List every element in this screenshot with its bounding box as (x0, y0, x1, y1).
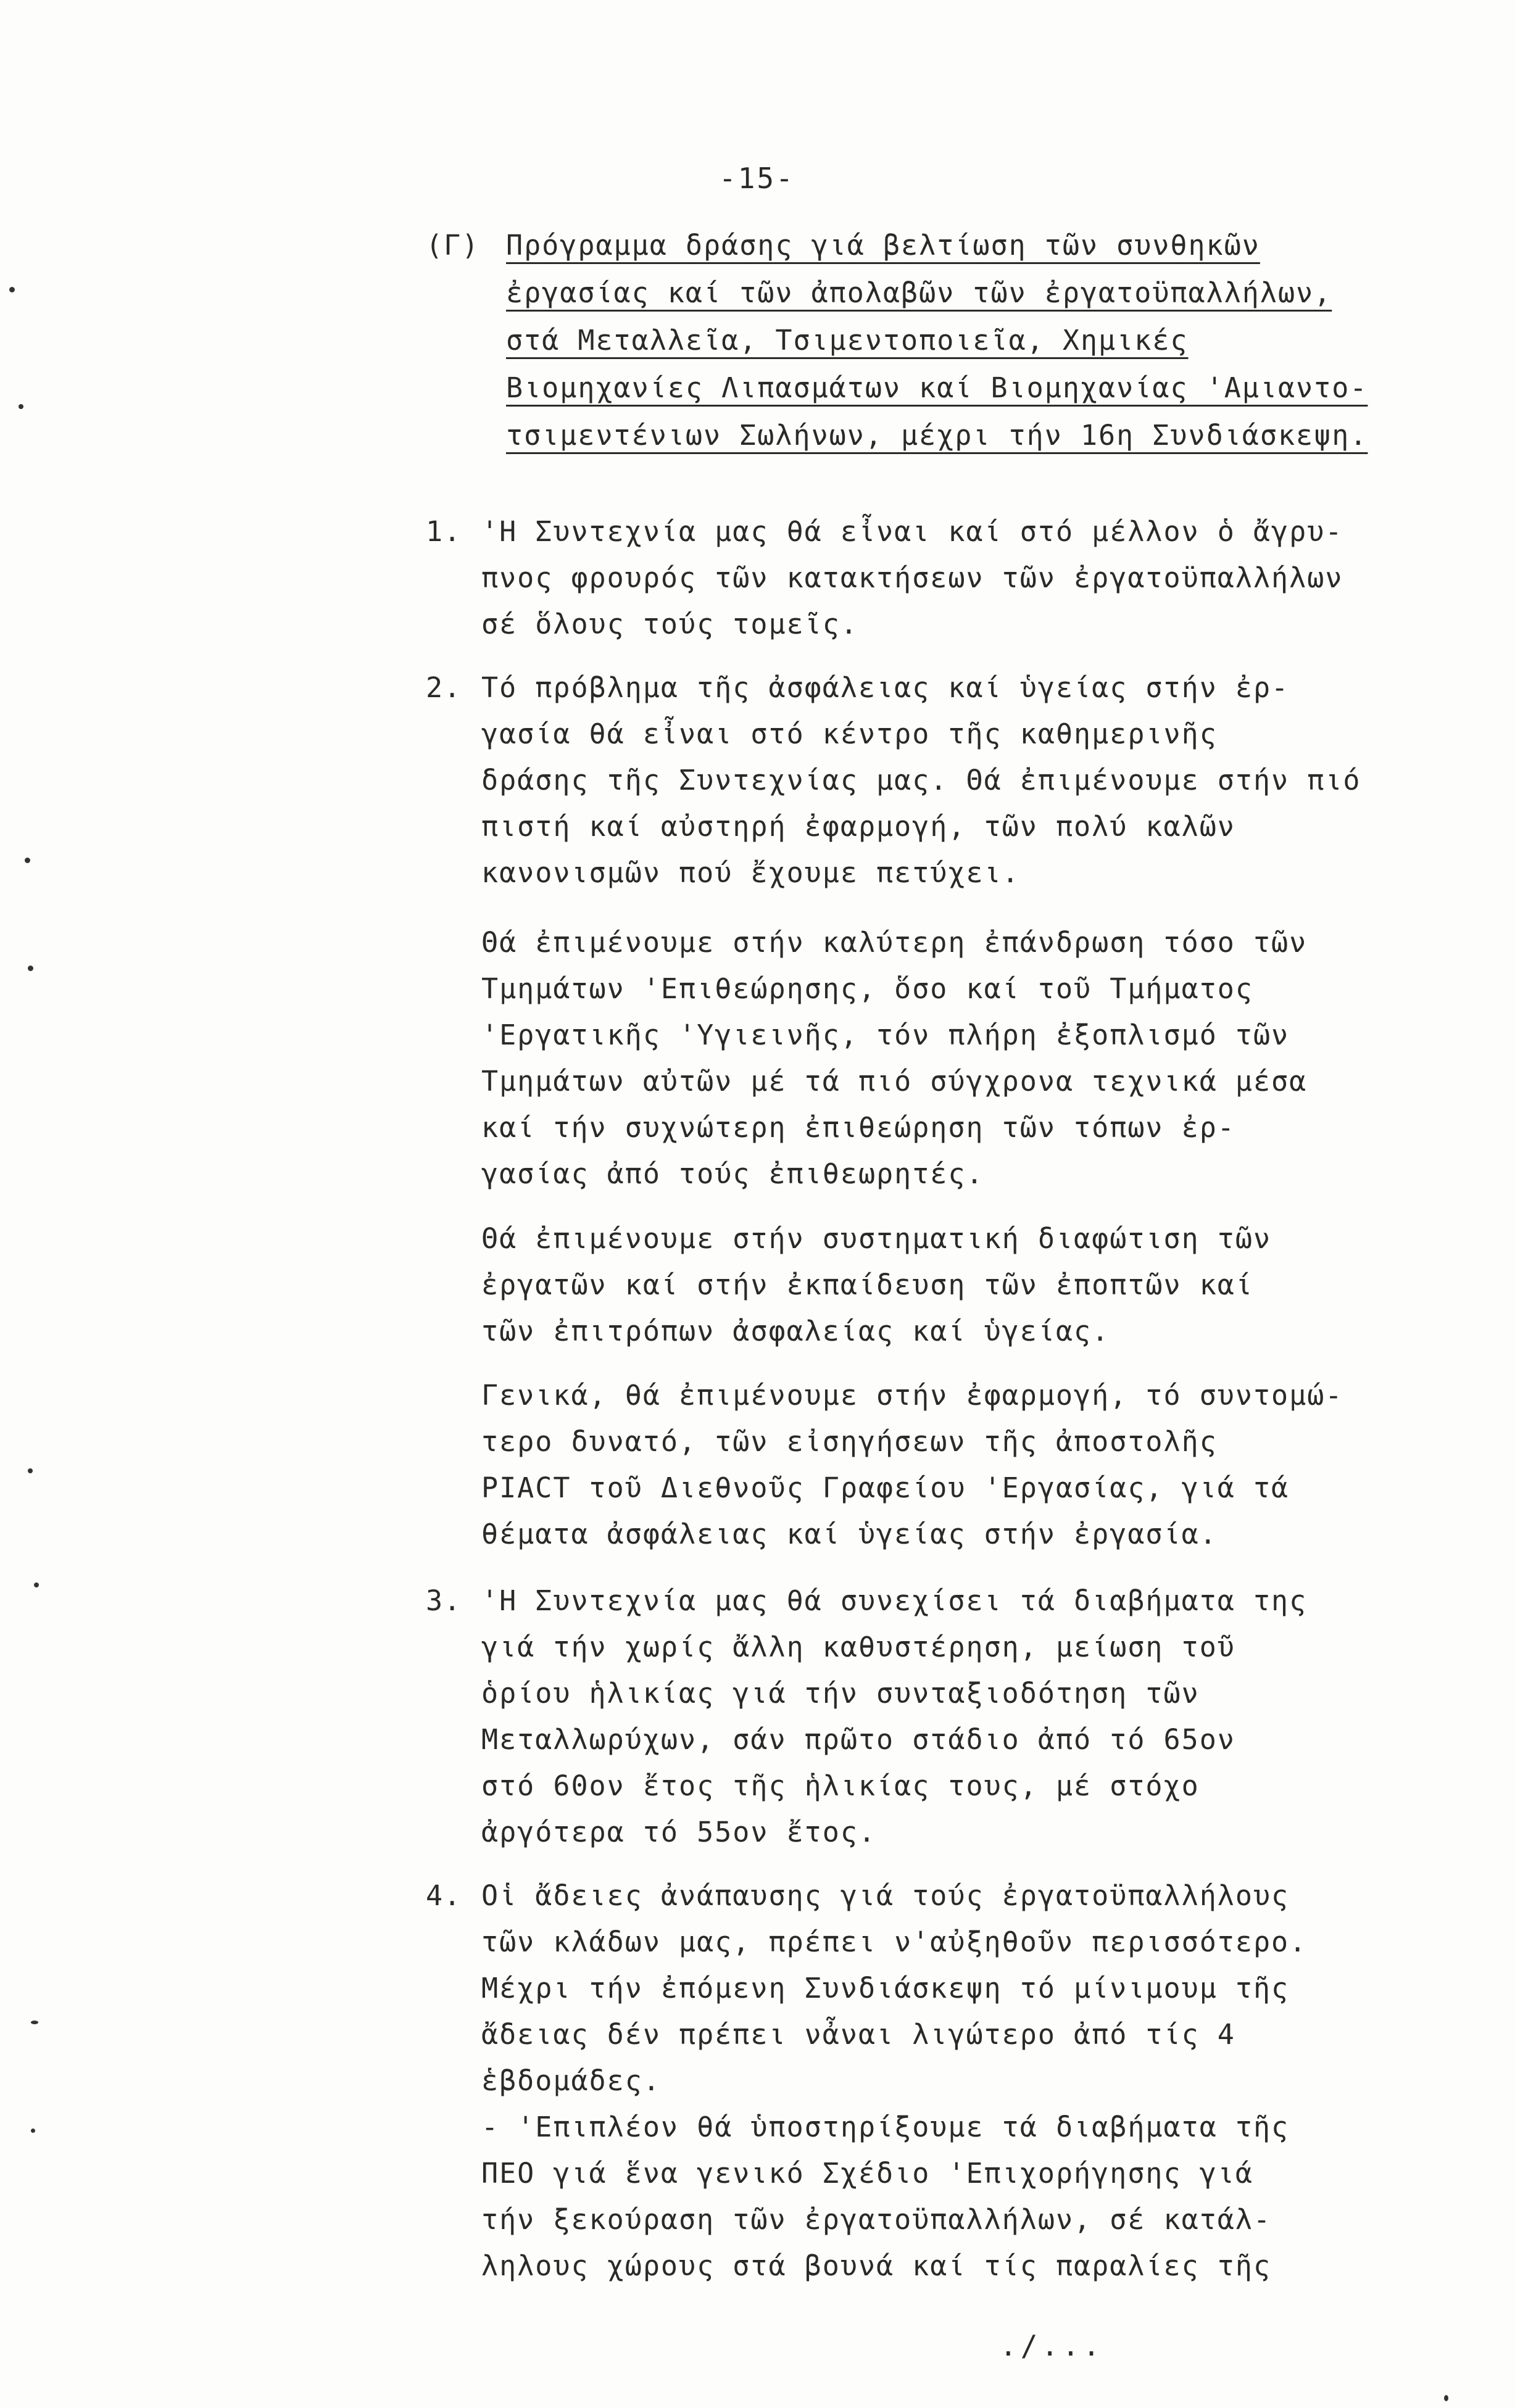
item-line: Μέχρι τήν ἐπόμενη Συνδιάσκεψη τό μίνιμουμ τῆς (481, 1972, 1290, 2005)
item-paragraph-line: θέματα ἀσφάλειας καί ὑγείας στήν ἐργασία. (481, 1518, 1218, 1550)
item-line: ληλους χώρους στά βουνά καί τίς παραλίες τῆς (481, 2249, 1272, 2282)
item-paragraph-line: τῶν ἐπιτρόπων ἀσφαλείας καί ὑγείας. (481, 1315, 1110, 1347)
scan-speck (9, 287, 15, 292)
scan-speck (31, 2129, 35, 2133)
section-heading-line: Πρόγραμμα δράσης γιά βελτίωση τῶν συνθηκῶν (506, 229, 1260, 262)
item-line: γιά τήν χωρίς ἄλλη καθυστέρηση, μείωση τοῦ (481, 1631, 1235, 1663)
item-number: 4. (426, 1879, 462, 1912)
item-line: ἄδειας δέν πρέπει νἆναι λιγώτερο ἀπό τίς 4 (481, 2018, 1235, 2051)
item-line: Τό πρόβλημα τῆς ἀσφάλειας καί ὑγείας στήν ἐρ- (481, 671, 1290, 704)
scan-speck (25, 858, 30, 863)
section-heading-line: τσιμεντένιων Σωλήνων, μέχρι τήν 16η Συνδιάσκεψη. (506, 419, 1368, 452)
continuation-mark: ./... (1000, 2329, 1104, 2362)
item-line: Οἱ ἄδειες ἀνάπαυσης γιά τούς ἐργατοϋπαλλήλους (481, 1879, 1290, 1912)
item-line: γασία θά εἶναι στό κέντρο τῆς καθημερινῆς (481, 718, 1218, 750)
item-line: σέ ὅλους τούς τομεῖς. (481, 608, 858, 640)
item-paragraph-line: Θά ἐπιμένουμε στήν συστηματική διαφώτιση τῶν (481, 1222, 1272, 1255)
item-paragraph-line: γασίας ἀπό τούς ἐπιθεωρητές. (481, 1157, 984, 1190)
item-line: ἀργότερα τό 55ον ἔτος. (481, 1816, 877, 1848)
item-line: ὁρίου ἡλικίας γιά τήν συνταξιοδότηση τῶν (481, 1677, 1200, 1710)
scan-speck (34, 1583, 39, 1587)
item-line: 'Η Συντεχνία μας θά συνεχίσει τά διαβήματα της (481, 1584, 1308, 1617)
section-marker: (Γ) (426, 229, 480, 262)
item-paragraph-line: καί τήν συχνώτερη ἐπιθεώρηση τῶν τόπων ἐρ- (481, 1111, 1235, 1144)
scan-speck (19, 404, 23, 409)
item-number: 1. (426, 515, 462, 548)
item-line: πνος φρουρός τῶν κατακτήσεων τῶν ἐργατοϋπαλλήλων (481, 561, 1343, 594)
item-line: στό 60ον ἔτος τῆς ἡλικίας τους, μέ στόχο (481, 1769, 1200, 1802)
item-line: τήν ξεκούραση τῶν ἐργατοϋπαλλήλων, σέ κατάλ- (481, 2203, 1272, 2236)
item-paragraph-line: Τμημάτων αὐτῶν μέ τά πιό σύγχρονα τεχνικά μέσα (481, 1065, 1308, 1098)
item-paragraph-line: Τμημάτων 'Επιθεώρησης, ὅσο καί τοῦ Τμήματος (481, 972, 1253, 1005)
item-paragraph-line: τερο δυνατό, τῶν εἰσηγήσεων τῆς ἀποστολῆς (481, 1425, 1218, 1458)
item-paragraph-line: Θά ἐπιμένουμε στήν καλύτερη ἐπάνδρωση τόσο τῶν (481, 926, 1308, 959)
section-heading-line: ἐργασίας καί τῶν ἀπολαβῶν τῶν ἐργατοϋπαλλήλων, (506, 276, 1332, 309)
section-heading-line: Βιομηχανίες Λιπασμάτων καί Βιομηχανίας 'Αμιαντο- (506, 371, 1368, 404)
item-paragraph-line: Γενικά, θά ἐπιμένουμε στήν ἐφαρμογή, τό συντομώ- (481, 1379, 1343, 1412)
item-paragraph-line: PIACT τοῦ Διεθνοῦς Γραφείου 'Εργασίας, γιά τά (481, 1471, 1290, 1504)
section-heading-line: στά Μεταλλεῖα, Τσιμεντοποιεῖα, Χημικές (506, 324, 1189, 357)
item-line: τῶν κλάδων μας, πρέπει ν'αὐξηθοῦν περισσότερο. (481, 1926, 1308, 1958)
item-line: ΠΕΟ γιά ἕνα γενικό Σχέδιο 'Επιχορήγησης γιά (481, 2157, 1253, 2190)
item-paragraph-line: ἐργατῶν καί στήν ἐκπαίδευση τῶν ἐποπτῶν καί (481, 1268, 1253, 1301)
item-line: δράσης τῆς Συντεχνίας μας. Θά ἐπιμένουμε στήν πιό (481, 764, 1361, 796)
scan-speck (28, 1468, 33, 1473)
item-line: ἑβδομάδες. (481, 2064, 661, 2097)
item-paragraph-line: 'Εργατικῆς 'Υγιεινῆς, τόν πλήρη ἐξοπλισμό τῶν (481, 1019, 1290, 1051)
item-line: κανονισμῶν πού ἔχουμε πετύχει. (481, 856, 1020, 889)
scan-speck (28, 966, 33, 971)
scan-speck (31, 2021, 38, 2024)
item-line: 'Η Συντεχνία μας θά εἶναι καί στό μέλλον ὁ ἄγρυ- (481, 515, 1343, 548)
item-number: 3. (426, 1584, 462, 1617)
item-line: πιστή καί αὐστηρή ἐφαρμογή, τῶν πολύ καλῶν (481, 810, 1235, 843)
scan-speck (1444, 2395, 1448, 2401)
item-line: Μεταλλωρύχων, σάν πρῶτο στάδιο ἀπό τό 65ον (481, 1723, 1235, 1756)
item-number: 2. (426, 671, 462, 704)
item-line: - 'Επιπλέον θά ὑποστηρίξουμε τά διαβήματα τῆς (481, 2111, 1290, 2143)
page-number: -15- (719, 162, 795, 195)
